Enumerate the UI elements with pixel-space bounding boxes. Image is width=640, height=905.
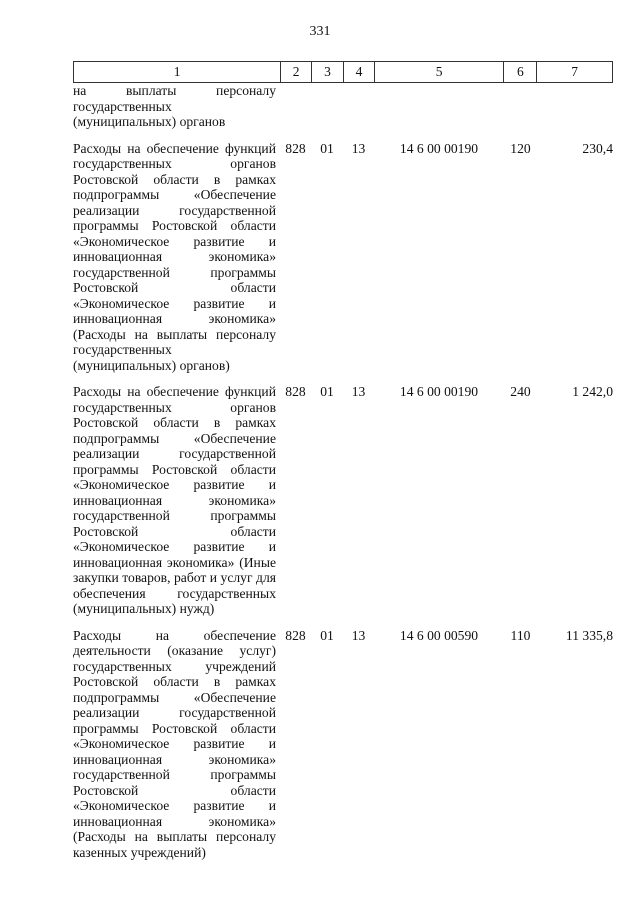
row-description: Расходы на обеспечение функций государственных органов Ростовской области в рамках подпрограммы «Обеспечение реализации государственной программы Ростовской области «Экономическое развитие и инновационная экономика» государственной программы Ростовской области «Экономическое развитие и инновационная экономика» (Иные закупки товаров, работ и услуг для обеспечения государственных (муниципальных) нужд)	[73, 384, 276, 616]
row-expense-type: 110	[510, 627, 531, 643]
row-section-code: 01	[320, 140, 334, 156]
table-row	[73, 384, 613, 617]
row-section-code: 01	[320, 627, 334, 643]
header-col-3: 3	[311, 62, 343, 82]
header-col-4: 4	[343, 62, 374, 82]
row-target-code: 14 6 00 00190	[399, 384, 479, 399]
row-section-code: 01	[320, 384, 334, 399]
row-amount: 230,4	[582, 140, 613, 156]
row-description: на выплаты персоналу государственных (муниципальных) органов	[73, 83, 276, 129]
row-amount: 11 335,8	[565, 627, 613, 643]
table-row-continuation	[73, 83, 613, 130]
row-target-code: 14 6 00 00590	[399, 627, 479, 643]
table-row	[73, 141, 613, 374]
header-col-2: 2	[280, 62, 311, 82]
row-amount: 1 242,0	[572, 384, 613, 399]
row-subsection-code: 13	[351, 384, 366, 399]
row-ministry-code: 828	[285, 140, 306, 156]
row-subsection-code: 13	[351, 140, 366, 156]
page-number: 331	[309, 24, 331, 39]
header-col-1: 1	[173, 64, 181, 79]
row-ministry-code: 828	[285, 384, 306, 399]
table-header-row	[73, 61, 613, 83]
row-expense-type: 240	[510, 384, 531, 399]
row-description: Расходы на обеспечение деятельности (оказание услуг) государственных учреждений Ростовской области в рамках подпрограммы «Обеспечение реализации государственной программы Ростовской области «Экономическое развитие и инновационная экономика» государственной программы Ростовской области «Экономическое развитие и инновационная экономика» (Расходы на выплаты персоналу казенных учреждений)	[73, 627, 276, 860]
row-target-code: 14 6 00 00190	[399, 140, 479, 156]
header-col-7: 7	[536, 62, 612, 82]
budget-table	[73, 61, 613, 860]
table-row	[73, 628, 613, 861]
row-description: Расходы на обеспечение функций государственных органов Ростовской области в рамках подпрограммы «Обеспечение реализации государственной программы Ростовской области «Экономическое развитие и инновационная экономика» государственной программы Ростовской области «Экономическое развитие и инновационная экономика» (Расходы на выплаты персоналу государственных (муниципальных) органов)	[73, 140, 276, 373]
header-col-5: 5	[374, 62, 504, 82]
row-ministry-code: 828	[285, 627, 306, 643]
row-subsection-code: 13	[351, 627, 366, 643]
row-expense-type: 120	[510, 140, 531, 156]
header-col-6: 6	[503, 62, 536, 82]
